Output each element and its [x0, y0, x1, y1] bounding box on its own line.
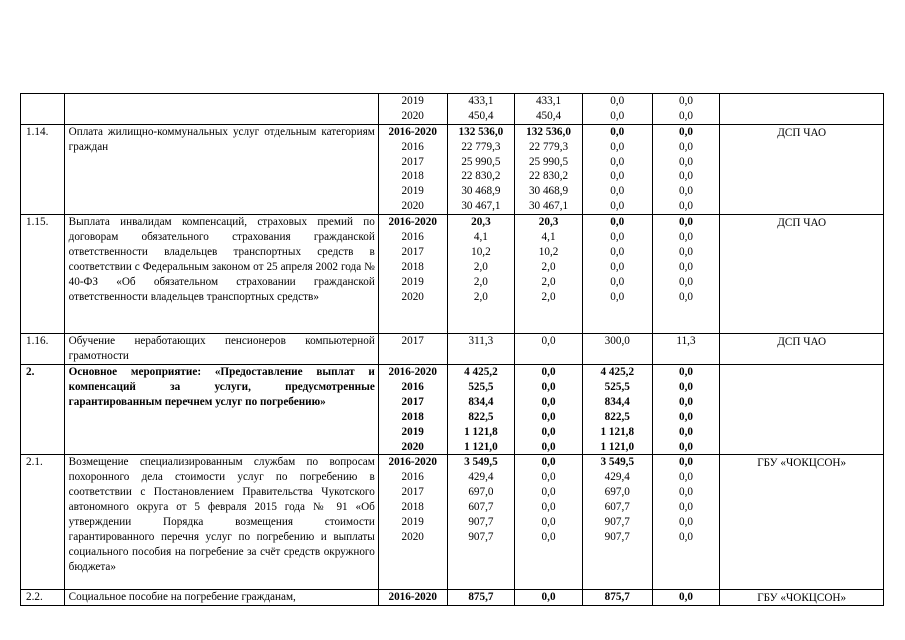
row-number: 1.14. — [21, 124, 65, 214]
total-value: 697,0 — [468, 486, 494, 499]
measure-name-cell — [64, 455, 378, 589]
other-sources-value: 0,0 — [679, 95, 693, 107]
other-cell — [652, 365, 720, 455]
okrug-budget-value: 0,0 — [541, 425, 556, 438]
total-value: 30 467,1 — [461, 200, 501, 213]
responsible-cell — [720, 215, 884, 334]
other-sources-value: 0,0 — [679, 216, 693, 229]
year-value: 2016-2020 — [388, 456, 437, 469]
other-sources-value: 0,0 — [679, 425, 693, 438]
responsible-cell — [720, 589, 884, 606]
responsible-cell — [720, 334, 884, 365]
okrug-budget-value: 30 468,9 — [528, 185, 569, 198]
other-sources-value: 0,0 — [679, 140, 693, 153]
okrug-cell — [515, 215, 583, 334]
measure-name: Основное мероприятие: «Предоставление выплат и компенсаций за услуги, предусмотренные гарантированным перечнем услуг по погребению» — [68, 366, 375, 408]
federal-budget-value: 0,0 — [610, 200, 625, 213]
other-sources-value: 0,0 — [679, 231, 693, 244]
other-cell — [652, 334, 720, 365]
year-value: 2017 — [401, 335, 424, 348]
total-value: 2,0 — [473, 260, 488, 273]
okrug-budget-value: 433,1 — [535, 95, 562, 107]
federal-budget-value: 0,0 — [610, 245, 625, 258]
okrug-budget-value: 30 467,1 — [528, 200, 569, 213]
year-value: 2020 — [401, 200, 424, 213]
other-sources-value: 0,0 — [679, 410, 693, 423]
total-value: 22 830,2 — [461, 170, 501, 183]
other-sources-value: 0,0 — [679, 530, 693, 543]
okrug-budget-value: 0,0 — [541, 366, 556, 379]
year-value: 2019 — [401, 185, 424, 198]
responsible-cell — [720, 365, 884, 455]
total-value: 525,5 — [468, 381, 494, 394]
other-sources-value: 11,3 — [676, 335, 696, 348]
federal-budget-value: 3 549,5 — [600, 456, 635, 469]
federal-budget-value: 0,0 — [610, 125, 625, 138]
year-value: 2020 — [401, 290, 424, 303]
responsible-executor — [720, 365, 883, 366]
year-value: 2016-2020 — [388, 366, 437, 379]
table-row — [21, 334, 884, 365]
total-value: 875,7 — [468, 590, 494, 603]
okrug-cell — [515, 365, 583, 455]
budget-table — [20, 93, 884, 606]
okrug-budget-value: 0,0 — [541, 530, 556, 543]
row-number — [21, 94, 65, 125]
okrug-budget-value: 0,0 — [541, 335, 556, 348]
other-cell — [652, 94, 720, 125]
total-value: 450,4 — [468, 109, 494, 122]
total-value: 311,3 — [468, 335, 494, 348]
total-value: 2,0 — [473, 275, 488, 288]
total-value: 25 990,5 — [461, 155, 501, 168]
year-value: 2018 — [401, 501, 424, 514]
total-cell — [447, 124, 515, 214]
year-value: 2017 — [401, 155, 424, 168]
responsible-executor — [720, 94, 883, 95]
federal-budget-value: 0,0 — [610, 170, 625, 183]
federal-budget-value: 1 121,0 — [600, 440, 635, 453]
measure-name-cell — [64, 215, 378, 334]
total-value: 433,1 — [468, 95, 494, 107]
years-cell — [378, 124, 447, 214]
okrug-budget-value: 0,0 — [541, 395, 556, 408]
years-cell — [378, 589, 447, 606]
year-value: 2019 — [401, 275, 424, 288]
federal-budget-value: 0,0 — [610, 140, 625, 153]
year-value: 2019 — [401, 95, 424, 107]
federal-budget-value: 697,0 — [604, 486, 630, 499]
other-sources-value: 0,0 — [679, 381, 693, 394]
table-row — [21, 94, 884, 125]
year-value: 2018 — [401, 170, 424, 183]
okrug-budget-value: 2,0 — [541, 260, 556, 273]
federal-budget-value: 822,5 — [604, 410, 630, 423]
federal-cell — [582, 124, 652, 214]
measure-name: Оплата жилищно-коммунальных услуг отдельным категориям граждан — [68, 125, 375, 153]
total-value: 2,0 — [473, 290, 488, 303]
responsible-cell — [720, 124, 884, 214]
federal-cell — [582, 334, 652, 365]
okrug-budget-value: 22 830,2 — [528, 170, 569, 183]
total-value: 1 121,8 — [464, 425, 498, 438]
okrug-budget-value: 0,0 — [541, 516, 556, 529]
measure-name-cell — [64, 94, 378, 125]
year-value: 2016 — [401, 140, 424, 153]
years-cell — [378, 215, 447, 334]
row-number: 2.2. — [21, 589, 65, 606]
federal-budget-value: 907,7 — [604, 530, 630, 543]
other-sources-value: 0,0 — [679, 501, 693, 514]
federal-budget-value: 0,0 — [610, 290, 625, 303]
other-cell — [652, 455, 720, 589]
okrug-budget-value: 0,0 — [541, 440, 556, 453]
years-cell — [378, 334, 447, 365]
year-value: 2016 — [401, 471, 424, 484]
responsible-executor: ГБУ «ЧОКЦСОН» — [757, 591, 847, 604]
total-cell — [447, 365, 515, 455]
federal-budget-value: 0,0 — [610, 95, 625, 107]
total-value: 4 425,2 — [464, 366, 498, 379]
row-number: 2. — [21, 365, 65, 455]
federal-budget-value: 0,0 — [610, 155, 625, 168]
okrug-cell — [515, 94, 583, 125]
federal-budget-value: 0,0 — [610, 231, 625, 244]
year-value: 2016 — [401, 231, 424, 244]
total-value: 3 549,5 — [464, 456, 498, 469]
other-sources-value: 0,0 — [679, 260, 693, 273]
year-value: 2016-2020 — [388, 125, 437, 138]
okrug-budget-value: 25 990,5 — [528, 155, 569, 168]
table-row — [21, 589, 884, 606]
other-sources-value: 0,0 — [679, 200, 693, 213]
okrug-cell — [515, 124, 583, 214]
other-sources-value: 0,0 — [679, 366, 693, 379]
total-value: 1 121,0 — [464, 440, 498, 453]
other-sources-value: 0,0 — [679, 590, 693, 603]
table-row — [21, 455, 884, 589]
total-cell — [447, 589, 515, 606]
total-value: 834,4 — [468, 395, 494, 408]
total-value: 822,5 — [468, 410, 494, 423]
federal-budget-value: 1 121,8 — [600, 425, 635, 438]
year-value: 2016-2020 — [388, 216, 437, 229]
okrug-budget-value: 0,0 — [541, 381, 556, 394]
other-sources-value: 0,0 — [679, 245, 693, 258]
federal-budget-value: 0,0 — [610, 216, 625, 229]
year-value: 2017 — [401, 486, 424, 499]
year-value: 2017 — [401, 395, 424, 408]
other-sources-value: 0,0 — [679, 185, 693, 198]
okrug-budget-value: 0,0 — [541, 410, 556, 423]
okrug-budget-value: 0,0 — [541, 486, 556, 499]
year-value: 2017 — [401, 245, 424, 258]
total-value: 132 536,0 — [458, 125, 504, 138]
total-value: 22 779,3 — [461, 140, 501, 153]
other-sources-value: 0,0 — [679, 125, 693, 138]
okrug-budget-value: 2,0 — [541, 275, 556, 288]
total-value: 30 468,9 — [461, 185, 501, 198]
total-cell — [447, 455, 515, 589]
responsible-executor: ДСП ЧАО — [777, 126, 827, 139]
okrug-cell — [515, 334, 583, 365]
federal-cell — [582, 365, 652, 455]
table-row — [21, 124, 884, 214]
year-value: 2020 — [401, 109, 424, 122]
other-cell — [652, 589, 720, 606]
okrug-budget-value: 0,0 — [541, 471, 556, 484]
year-value: 2019 — [401, 425, 424, 438]
year-value: 2016 — [401, 381, 424, 394]
okrug-budget-value: 2,0 — [541, 290, 556, 303]
years-cell — [378, 455, 447, 589]
responsible-cell — [720, 94, 884, 125]
okrug-budget-value: 22 779,3 — [528, 140, 569, 153]
other-cell — [652, 124, 720, 214]
other-sources-value: 0,0 — [679, 170, 693, 183]
table-body — [21, 94, 884, 606]
federal-budget-value: 0,0 — [610, 185, 625, 198]
other-sources-value: 0,0 — [679, 290, 693, 303]
okrug-cell — [515, 455, 583, 589]
measure-name: Обучение неработающих пенсионеров компьютерной грамотности — [68, 335, 375, 363]
okrug-budget-value: 10,2 — [538, 245, 559, 258]
row-number: 1.15. — [21, 215, 65, 334]
federal-budget-value: 4 425,2 — [600, 366, 635, 379]
total-cell — [447, 215, 515, 334]
year-value: 2018 — [401, 410, 424, 423]
federal-budget-value: 0,0 — [610, 260, 625, 273]
measure-name: Возмещение специализированным службам по вопросам похоронного дела стоимости услуг по погребению в соответствии с Постановлением Правительства Чукотского автономного округа от 5 февраля 2015 года № 91 «Об утверждении Порядка возмещения стоимости гарантированного перечня услуг по погребению и выплаты социального пособия на погребение за счёт средств окружного бюджета» — [68, 456, 375, 573]
federal-budget-value: 0,0 — [610, 109, 625, 122]
total-value: 607,7 — [468, 501, 494, 514]
okrug-cell — [515, 589, 583, 606]
federal-budget-value: 0,0 — [610, 275, 625, 288]
measure-name-cell — [64, 334, 378, 365]
row-number: 1.16. — [21, 334, 65, 365]
total-value: 907,7 — [468, 516, 494, 529]
okrug-budget-value: 4,1 — [541, 231, 556, 244]
federal-budget-value: 834,4 — [604, 395, 630, 408]
measure-name-cell — [64, 124, 378, 214]
total-value: 10,2 — [471, 245, 491, 258]
federal-budget-value: 300,0 — [604, 335, 630, 348]
total-value: 907,7 — [468, 530, 494, 543]
years-cell — [378, 365, 447, 455]
federal-cell — [582, 455, 652, 589]
other-sources-value: 0,0 — [679, 155, 693, 168]
other-sources-value: 0,0 — [679, 395, 693, 408]
okrug-budget-value: 20,3 — [538, 216, 559, 229]
federal-cell — [582, 215, 652, 334]
other-sources-value: 0,0 — [679, 109, 693, 122]
okrug-budget-value: 0,0 — [541, 590, 556, 603]
total-value: 429,4 — [468, 471, 494, 484]
total-cell — [447, 334, 515, 365]
year-value: 2018 — [401, 260, 424, 273]
other-sources-value: 0,0 — [679, 456, 693, 469]
federal-budget-value: 875,7 — [604, 590, 630, 603]
measure-name-cell — [64, 365, 378, 455]
years-cell — [378, 94, 447, 125]
year-value: 2020 — [401, 440, 424, 453]
okrug-budget-value: 450,4 — [535, 109, 562, 122]
okrug-budget-value: 132 536,0 — [526, 125, 571, 138]
table-row — [21, 215, 884, 334]
federal-budget-value: 525,5 — [604, 381, 630, 394]
responsible-executor: ДСП ЧАО — [777, 217, 827, 230]
other-sources-value: 0,0 — [679, 275, 693, 288]
other-sources-value: 0,0 — [679, 440, 693, 453]
year-value: 2016-2020 — [388, 590, 437, 603]
other-sources-value: 0,0 — [679, 486, 693, 499]
total-cell — [447, 94, 515, 125]
year-value: 2020 — [401, 530, 424, 543]
okrug-budget-value: 0,0 — [541, 456, 556, 469]
federal-cell — [582, 94, 652, 125]
year-value: 2019 — [401, 516, 424, 529]
federal-budget-value: 607,7 — [604, 501, 630, 514]
measure-name: Выплата инвалидам компенсаций, страховых премий по договорам обязательного страхования гражданской ответственности владельцев транспортных средств в соответствии с Федеральным законом от 25 апреля 2002 года № 40-ФЗ «Об обязательном страховании гражданской ответственности владельцев транспортных средств» — [68, 216, 375, 303]
table-row — [21, 365, 884, 455]
total-value: 20,3 — [471, 216, 491, 229]
federal-budget-value: 429,4 — [604, 471, 630, 484]
total-value: 4,1 — [473, 231, 488, 244]
other-sources-value: 0,0 — [679, 516, 693, 529]
measure-name: Социальное пособие на погребение гражданам, — [68, 590, 296, 603]
federal-cell — [582, 589, 652, 606]
responsible-cell — [720, 455, 884, 589]
responsible-executor: ДСП ЧАО — [777, 336, 827, 349]
measure-name-cell — [64, 589, 378, 606]
responsible-executor: ГБУ «ЧОКЦСОН» — [757, 457, 847, 470]
okrug-budget-value: 0,0 — [541, 501, 556, 514]
other-sources-value: 0,0 — [679, 471, 693, 484]
row-number: 2.1. — [21, 455, 65, 589]
other-cell — [652, 215, 720, 334]
federal-budget-value: 907,7 — [604, 516, 630, 529]
